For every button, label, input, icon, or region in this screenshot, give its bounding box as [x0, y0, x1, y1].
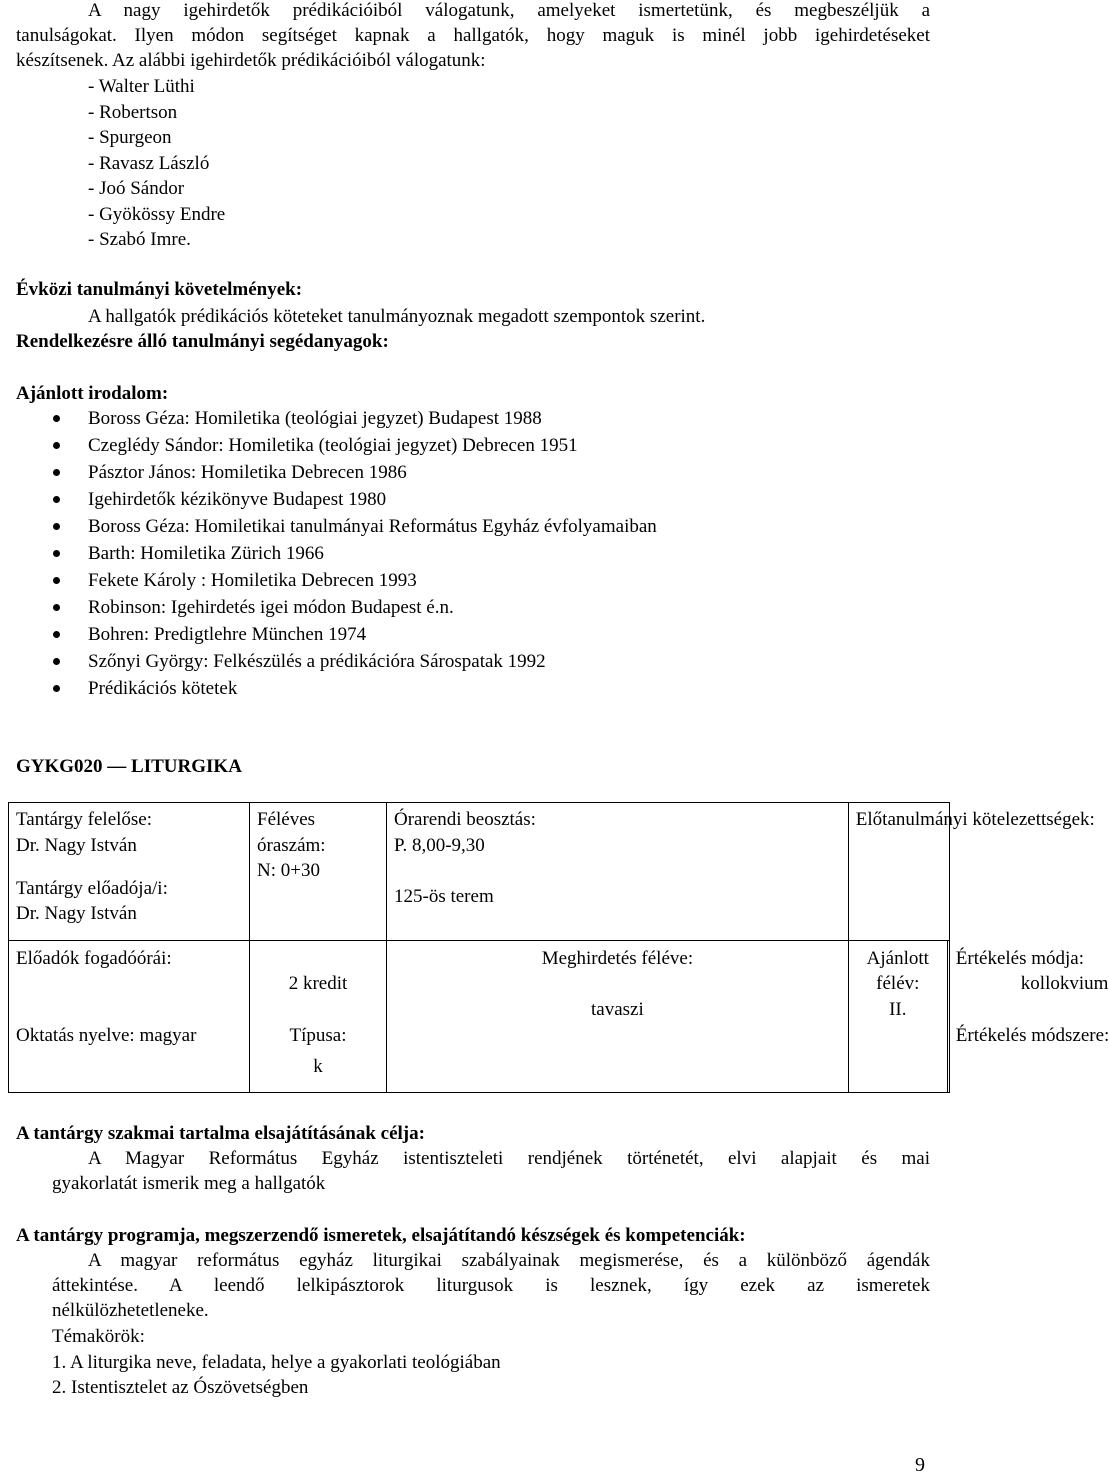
topic-item: 1. A liturgika neve, feladata, helye a gyakorlati teológiában [52, 1352, 501, 1373]
literature-heading: Ajánlott irodalom: [16, 383, 169, 404]
intro-line-3: készítsenek. Az alábbi igehirdetők prédikációiból válogatunk: [16, 50, 486, 71]
recommended-value: II. [889, 999, 907, 1020]
aim-heading: A tantárgy szakmai tartalma elsajátításának célja: [16, 1123, 425, 1144]
hours-cell [250, 803, 387, 941]
semester-cell [387, 941, 849, 1093]
materials-heading: Rendelkezésre álló tanulmányi segédanyagok: [16, 331, 389, 352]
literature-item: Fekete Károly : Homiletika Debrecen 1993 [0, 567, 900, 594]
preacher-item: - Gyökössy Endre [88, 203, 226, 225]
bullet-icon [53, 685, 60, 692]
schedule-room: 125-ös terem [394, 886, 494, 907]
office-hours-label: Előadók fogadóórái: [16, 948, 172, 969]
intro-line-1: A nagy igehirdetők prédikációiból válogatunk, amelyeket ismertetünk, és megbeszéljük a [88, 0, 930, 21]
literature-list [0, 405, 900, 702]
intro-line-2: tanulságokat. Ilyen módon segítséget kapnak a hallgatók, hogy maguk is minél jobb igehirdetéseket [16, 25, 930, 46]
bullet-icon [53, 604, 60, 611]
literature-item: Barth: Homiletika Zürich 1966 [0, 540, 900, 567]
literature-item: Szőnyi György: Felkészülés a prédikációra Sárospatak 1992 [0, 648, 900, 675]
schedule-cell [387, 803, 849, 941]
bullet-icon [53, 631, 60, 638]
evaluation-label: Értékelés módja: [955, 948, 1085, 969]
literature-item: Pásztor János: Homiletika Debrecen 1986 [0, 459, 900, 486]
semester-label: Meghirdetés féléve: [541, 948, 694, 969]
evaluation-value: kollokvium [1020, 973, 1109, 994]
bullet-icon [53, 496, 60, 503]
requirements-text: A hallgatók prédikációs köteteket tanulmányoznak megadott szempontok szerint. [88, 306, 706, 327]
program-line-2: áttekintése. A leendő lelkipásztorok liturgusok is lesznek, így ezek az ismeretek [52, 1275, 930, 1296]
preacher-item: - Ravasz László [88, 152, 210, 174]
topic-item: 2. Istentisztelet az Ószövetségben [52, 1377, 309, 1398]
type-label: Típusa: [289, 1025, 347, 1046]
preacher-item: - Spurgeon [88, 127, 172, 148]
recommended-semester-cell [848, 941, 947, 1093]
responsible-label: Tantárgy felelőse: [16, 809, 153, 830]
program-line-1: A magyar református egyház liturgikai szabályainak megismerése, és a különböző ágendák [88, 1250, 930, 1271]
literature-item: Boross Géza: Homiletika (teológiai jegyzet) Budapest 1988 [0, 405, 900, 432]
responsible-name: Dr. Nagy István [16, 835, 137, 856]
aim-line-1: A Magyar Református Egyház istentiszteleti rendjének történetét, elvi alapjait és mai [88, 1148, 930, 1169]
recommended-label-2: félév: [876, 973, 920, 994]
bullet-icon [53, 577, 60, 584]
page-number: 9 [915, 1454, 925, 1476]
schedule-label: Órarendi beosztás: [394, 809, 536, 830]
semester-value: tavaszi [591, 999, 644, 1020]
literature-item: Igehirdetők kézikönyve Budapest 1980 [0, 486, 900, 513]
evaluation-cell [947, 941, 1109, 1093]
preacher-item: - Szabó Imre. [88, 229, 191, 250]
recommended-label-1: Ajánlott [866, 948, 929, 969]
literature-item: Robinson: Igehirdetés igei módon Budapest é.n. [0, 594, 900, 621]
course-title: GYKG020 — LITURGIKA [16, 756, 242, 777]
type-value: k [313, 1056, 323, 1077]
schedule-time: P. 8,00-9,30 [394, 835, 485, 856]
literature-item: Prédikációs kötetek [0, 675, 900, 702]
language-label: Oktatás nyelve: magyar [16, 1025, 197, 1046]
bullet-icon [53, 658, 60, 665]
aim-line-2: gyakorlatát ismerik meg a hallgatók [52, 1173, 326, 1194]
hours-value: N: 0+30 [257, 860, 320, 881]
preacher-item: - Robertson [88, 101, 178, 123]
responsible-cell [9, 803, 250, 941]
credit-type-cell [250, 941, 387, 1093]
lecturer-label: Tantárgy előadója/i: [16, 878, 168, 899]
prerequisites-cell [848, 803, 1095, 941]
course-info-table [8, 802, 1109, 1093]
topics-label: Témakörök: [52, 1326, 145, 1347]
requirements-heading: Évközi tanulmányi követelmények: [16, 279, 303, 300]
literature-item: Boross Géza: Homiletikai tanulmányai Református Egyház évfolyamaiban [0, 513, 900, 540]
hours-label-2: óraszám: [257, 835, 326, 856]
hours-label-1: Féléves [257, 809, 316, 830]
lecturer-name: Dr. Nagy István [16, 903, 137, 924]
preacher-item: - Walter Lüthi [88, 76, 195, 97]
bullet-icon [53, 415, 60, 422]
prerequisites-label: Előtanulmányi kötelezettségek: [855, 809, 1095, 830]
program-heading: A tantárgy programja, megszerzendő ismeretek, elsajátítandó készségek és kompetenciák: [16, 1225, 746, 1246]
literature-item: Czeglédy Sándor: Homiletika (teológiai jegyzet) Debrecen 1951 [0, 432, 900, 459]
bullet-icon [53, 469, 60, 476]
evaluation-method-label: Értékelés módszere: [955, 1025, 1109, 1046]
program-line-3: nélkülözhetetleneke. [52, 1300, 209, 1321]
preacher-list [88, 74, 225, 253]
preacher-item: - Joó Sándor [88, 178, 185, 199]
bullet-icon [53, 523, 60, 530]
bullet-icon [53, 442, 60, 449]
literature-item: Bohren: Predigtlehre München 1974 [0, 621, 900, 648]
credit-value: 2 kredit [288, 973, 348, 994]
bullet-icon [53, 550, 60, 557]
office-language-cell [9, 941, 250, 1093]
